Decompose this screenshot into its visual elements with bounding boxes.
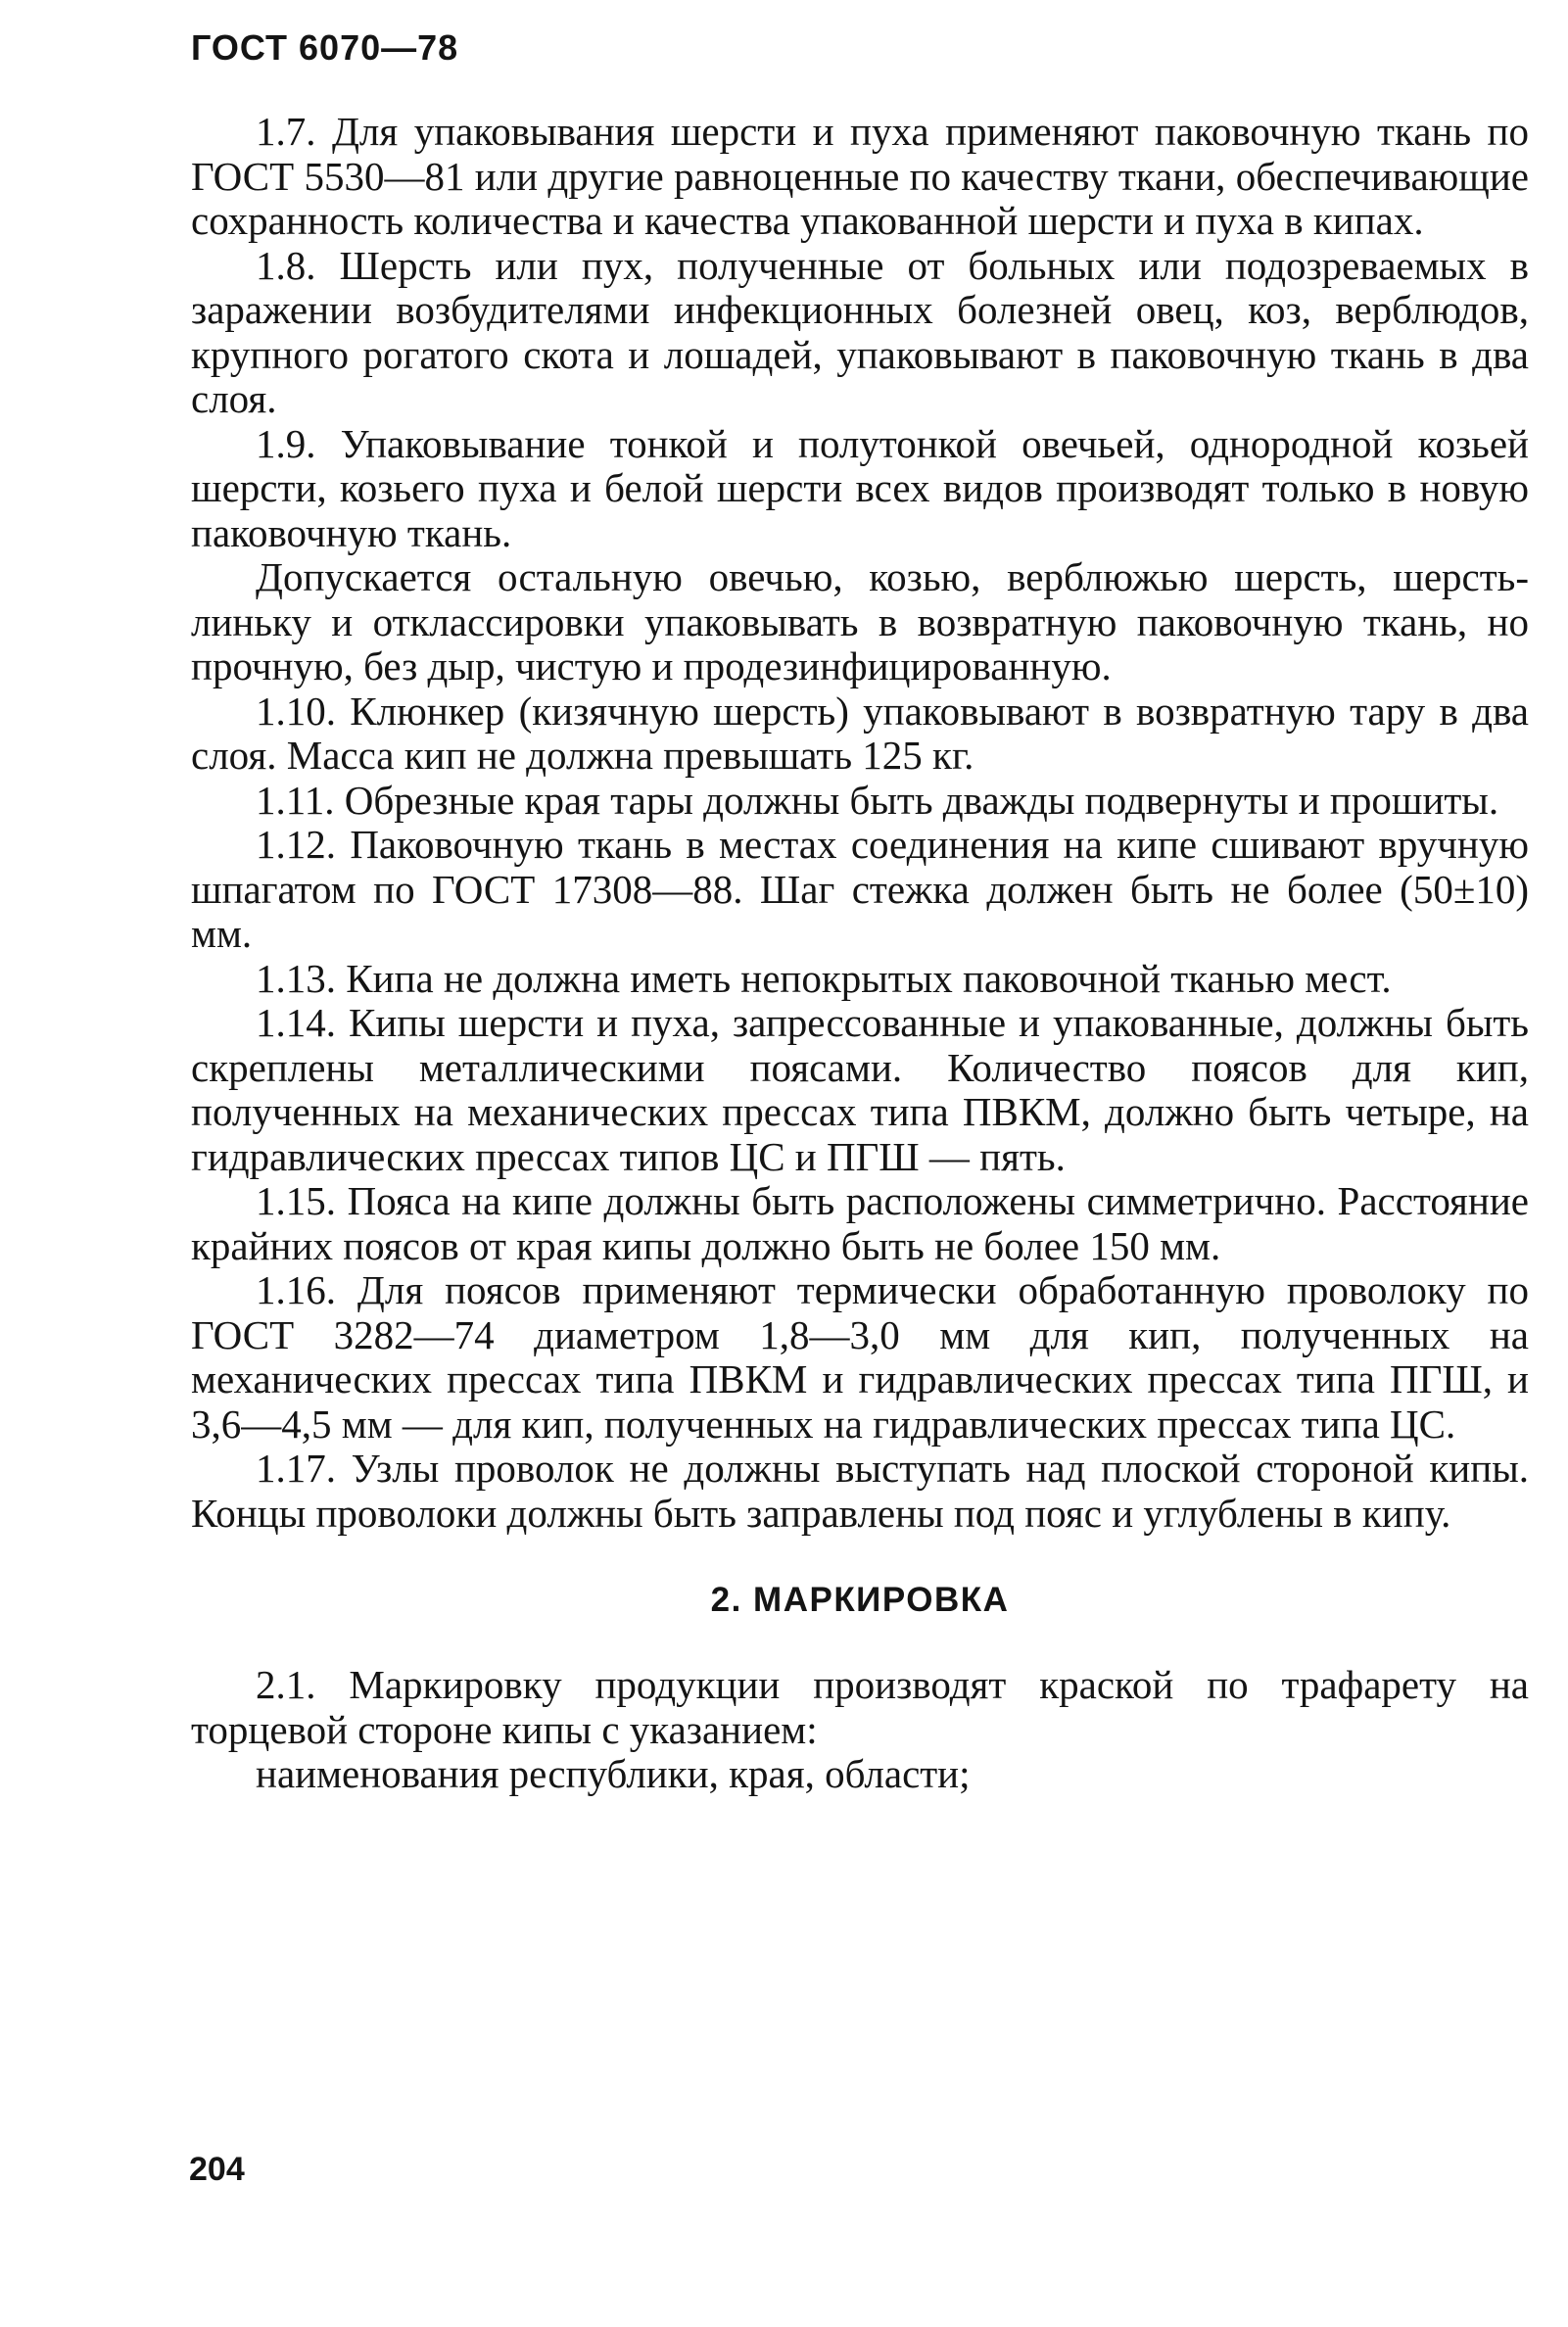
paragraph-1-12: 1.12. Паковочную ткань в местах соединения на кипе сшивают вручную шпагатом по ГОСТ 17308—88. Шаг стежка должен быть не более (50±10) мм. <box>191 822 1529 956</box>
paragraph-1-11: 1.11. Обрезные края тары должны быть дважды подвернуты и прошиты. <box>256 777 1499 823</box>
paragraph-1-10: 1.10. Клюнкер (кизячную шерсть) упаковывают в возвратную тару в два слоя. Масса кип не должна превышать 125 кг. <box>191 688 1529 778</box>
document-header: ГОСТ 6070—78 <box>191 27 459 68</box>
paragraph-1-14: 1.14. Кипы шерсти и пуха, запрессованные и упакованные, должны быть скреплены металлическими поясами. Количество поясов для кип, полученных на механических прессах типа ПВКМ, должно быть четыре, на гидравлических прессах типов ЦС и ПГШ — пять. <box>191 1000 1529 1179</box>
document-body <box>191 110 1529 1797</box>
paragraph-1-15: 1.15. Пояса на кипе должны быть расположены симметрично. Расстояние крайних поясов от края кипы должно быть не более 150 мм. <box>191 1178 1529 1268</box>
paragraph-1-8: 1.8. Шерсть или пух, полученные от больных или подозреваемых в заражении возбудителями инфекционных болезней овец, коз, верблюдов, крупного рогатого скота и лошадей, упаковывают в паковочную ткань в два слоя. <box>191 242 1529 421</box>
paragraph-1-17: 1.17. Узлы проволок не должны выступать над плоской стороной кипы. Концы проволоки должны быть заправлены под пояс и углублены в кипу. <box>191 1446 1529 1536</box>
paragraph-1-7: 1.7. Для упаковывания шерсти и пуха применяют паковочную ткань по ГОСТ 5530—81 или другие равноценные по качеству ткани, обеспечивающие сохранность количества и качества упакованной шерсти и пуха в кипах. <box>191 109 1529 243</box>
paragraph-1-9-note: Допускается остальную овечью, козью, верблюжью шерсть, шерсть-линьку и отклассировки упаковывать в возвратную паковочную ткань, но прочную, без дыр, чистую и продезинфицированную. <box>191 554 1529 689</box>
paragraph-1-13: 1.13. Кипа не должна иметь непокрытых паковочной тканью мест. <box>256 955 1392 1001</box>
paragraph-2-1-item: наименования республики, края, области; <box>256 1751 971 1796</box>
paragraph-1-9: 1.9. Упаковывание тонкой и полутонкой овечьей, однородной козьей шерсти, козьего пуха и белой шерсти всех видов производят только в новую паковочную ткань. <box>191 420 1529 555</box>
page-number: 204 <box>189 2151 245 2188</box>
paragraph-2-1: 2.1. Маркировку продукции производят краской по трафарету на торцевой стороне кипы с указанием: <box>191 1662 1529 1752</box>
section-title-marking: 2. МАРКИРОВКА <box>710 1581 1010 1619</box>
paragraph-1-16: 1.16. Для поясов применяют термически обработанную проволоку по ГОСТ 3282—74 диаметром 1,8—3,0 мм для кип, полученных на механических прессах типа ПВКМ и гидравлических прессах типа ПГШ, и 3,6—4,5 мм — для кип, полученных на гидравлических прессах типа ЦС. <box>191 1267 1529 1447</box>
